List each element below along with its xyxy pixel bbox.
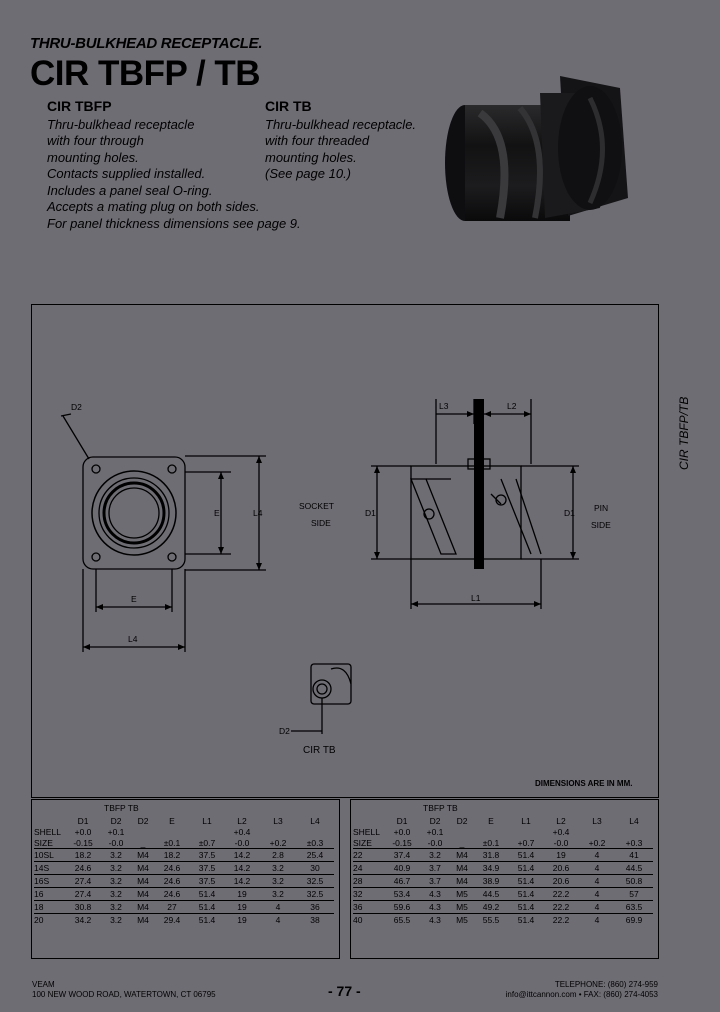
table-cell: 34.9 — [473, 862, 509, 875]
table-cell: 4 — [579, 888, 615, 901]
label-e-vertical: E — [214, 508, 220, 518]
table-cell: D2 — [137, 815, 149, 826]
table-cell: 55.5 — [473, 914, 509, 927]
table-cell: +0.3 — [625, 837, 643, 848]
table-cell: 53.4 — [385, 888, 419, 901]
table-cell: 51.4 — [509, 901, 543, 914]
label-l1: L1 — [471, 593, 481, 603]
table-cell: 51.4 — [190, 914, 224, 927]
table-cell: 38 — [296, 914, 334, 927]
table-cell: 36 — [296, 901, 334, 914]
table-cell: 19 — [543, 849, 579, 862]
table-row — [34, 849, 334, 862]
table-cell: 41 — [615, 849, 653, 862]
table-cell: 36 — [353, 901, 385, 914]
table-cell: 69.9 — [615, 914, 653, 927]
table-cell: 20.6 — [543, 862, 579, 875]
tbfp-line: mounting holes. — [47, 149, 139, 165]
table-cell: ±0.1 — [163, 837, 181, 848]
side-tab-label: CIR TBFP/TB — [677, 396, 691, 470]
tb-detail-flange — [311, 664, 351, 704]
table-cell: 44.5 — [473, 888, 509, 901]
table-cell: 4 — [260, 901, 296, 914]
table-cell: 37.4 — [385, 849, 419, 862]
table-cell: L1 — [202, 815, 212, 826]
page-number: - 77 - — [328, 983, 361, 999]
table-cell: 32.5 — [296, 888, 334, 901]
table-cell: M5 — [451, 901, 473, 914]
table-cell: M4 — [451, 862, 473, 875]
table-cell: E — [488, 815, 494, 826]
table-cell: 2.8 — [260, 849, 296, 862]
tb-line: mounting holes. — [265, 149, 357, 165]
table-cell: 3.2 — [100, 875, 132, 888]
table-cell: 24.6 — [154, 875, 190, 888]
table-cell: 37.5 — [190, 849, 224, 862]
tbfp-line: Accepts a mating plug on both sides. — [47, 199, 260, 214]
table-cell: D1 — [77, 815, 89, 826]
table-cell: -0.15 — [73, 837, 93, 848]
table-cell: +0.0 — [74, 826, 92, 837]
table-cell: 30 — [296, 862, 334, 875]
table-cell — [509, 826, 543, 837]
tb-threaded-hole — [313, 680, 331, 698]
table-cell: 40.9 — [385, 862, 419, 875]
table-cell: 3.2 — [100, 901, 132, 914]
table-cell: E — [169, 815, 175, 826]
table-cell: L2 — [237, 815, 247, 826]
dimensions-note: DIMENSIONS ARE IN MM. — [535, 779, 633, 788]
table-cell: 3.2 — [100, 914, 132, 927]
table-header-row — [34, 837, 334, 849]
table-cell: -0.0 — [108, 837, 124, 848]
table-cell: 18 — [34, 901, 66, 914]
table-cell: 30.8 — [66, 901, 100, 914]
table-cell: M4 — [132, 875, 154, 888]
table-cell: M4 — [132, 862, 154, 875]
label-d2-bottom: D2 — [279, 726, 290, 736]
table-cell: -0.0 — [427, 837, 443, 848]
table-cell: 19 — [224, 888, 260, 901]
table-left-grid — [34, 815, 334, 926]
table-cell — [353, 815, 385, 826]
table-cell — [190, 826, 224, 837]
table-cell: +0.4 — [552, 826, 570, 837]
table-cell — [615, 826, 653, 837]
table-cell: 31.8 — [473, 849, 509, 862]
table-cell: 3.2 — [260, 875, 296, 888]
table-row — [353, 914, 653, 927]
footer-address-block — [32, 980, 216, 1000]
table-cell: 27.4 — [66, 888, 100, 901]
table-cell: 22.2 — [543, 888, 579, 901]
label-d2: D2 — [71, 402, 82, 412]
table-cell: M4 — [132, 849, 154, 862]
table-cell: 24.6 — [66, 862, 100, 875]
label-pin-side: SIDE — [591, 520, 611, 530]
table-cell: 63.5 — [615, 901, 653, 914]
footer-email-fax: info@ittcannon.com • FAX: (860) 274-4053 — [505, 990, 658, 999]
table-cell: 27.4 — [66, 875, 100, 888]
table-cell: 51.4 — [509, 914, 543, 927]
table-cell: SIZE — [353, 837, 372, 848]
table-cell: 22.2 — [543, 914, 579, 927]
tb-line: with four threaded — [265, 133, 370, 148]
table-cell: 24.6 — [154, 888, 190, 901]
table-cell: 50.8 — [615, 875, 653, 888]
table-row — [34, 888, 334, 901]
table-cell: 22 — [353, 849, 385, 862]
table-cell: 44.5 — [615, 862, 653, 875]
table-cell: L1 — [521, 815, 531, 826]
label-socket: SOCKET — [299, 501, 334, 511]
tb-line: (See page 10.) — [265, 166, 352, 181]
table-cell: 51.4 — [509, 849, 543, 862]
table-cell — [579, 826, 615, 837]
table-cell: 40 — [353, 914, 385, 927]
tbfp-line: Includes a panel seal O-ring. — [47, 182, 213, 198]
label-l4-horizontal: L4 — [128, 634, 138, 644]
table-cell: ±0.3 — [306, 837, 324, 848]
table-cell: 4 — [260, 914, 296, 927]
table-cell: 14S — [34, 862, 66, 875]
mounting-hole — [168, 553, 176, 561]
tbfp-line: with four through — [47, 133, 144, 148]
table-cell — [451, 826, 473, 837]
label-l4-vertical: L4 — [253, 508, 263, 518]
table-cell: 19 — [224, 914, 260, 927]
flange-outline — [83, 457, 185, 569]
tb-description — [265, 98, 465, 183]
spec-table-left — [31, 799, 340, 959]
label-e-horizontal: E — [131, 594, 137, 604]
table-cell: M4 — [132, 914, 154, 927]
table-cell: 51.4 — [190, 901, 224, 914]
table-cell: 4.3 — [419, 914, 451, 927]
table-cell: 38.9 — [473, 875, 509, 888]
table-cell — [132, 826, 154, 837]
table-cell: 65.5 — [385, 914, 419, 927]
table-cell: +0.2 — [269, 837, 287, 848]
mounting-hole — [168, 465, 176, 473]
technical-drawing — [31, 304, 657, 796]
table-row — [34, 862, 334, 875]
table-cell: +0.1 — [426, 826, 444, 837]
table-cell: 51.4 — [190, 888, 224, 901]
table-cell: +0.0 — [393, 826, 411, 837]
label-cir-tb: CIR TB — [303, 745, 336, 756]
table-cell: L4 — [629, 815, 639, 826]
table-cell: ±0.7 — [198, 837, 216, 848]
table-cell: M5 — [451, 888, 473, 901]
table-cell: 4.3 — [419, 888, 451, 901]
table-cell: 3.7 — [419, 875, 451, 888]
front-ring-core — [109, 488, 159, 538]
table-cell: 25.4 — [296, 849, 334, 862]
table-cell: 24 — [353, 862, 385, 875]
table-cell: 4 — [579, 914, 615, 927]
table-cell: 59.6 — [385, 901, 419, 914]
table-row — [34, 875, 334, 888]
table-cell: 3.2 — [260, 862, 296, 875]
table-row — [34, 901, 334, 914]
table-cell: D2 — [456, 815, 468, 826]
table-cell: 51.4 — [509, 888, 543, 901]
table-cell: 14.2 — [224, 849, 260, 862]
table-cell: SIZE — [34, 837, 53, 848]
footer-company: VEAM — [32, 980, 55, 989]
tbfp-line: Thru-bulkhead receptacle — [47, 116, 195, 132]
page-title: CIR TBFP / TB — [30, 54, 261, 93]
table-cell: 24.6 — [154, 862, 190, 875]
table-cell: -0.0 — [553, 837, 569, 848]
table-right-grid — [353, 815, 653, 926]
table-cell: 3.2 — [100, 862, 132, 875]
table-cell: M4 — [451, 875, 473, 888]
table-cell: SHELL — [34, 826, 61, 837]
table-cell: 14.2 — [224, 875, 260, 888]
tbfp-line: Contacts supplied installed. — [47, 166, 206, 181]
footer-address: 100 NEW WOOD ROAD, WATERTOWN, CT 06795 — [32, 990, 216, 999]
table-cell: +0.4 — [233, 826, 251, 837]
table-row — [353, 888, 653, 901]
table-head-tbfp-tb: TBFP TB — [423, 803, 458, 813]
table-cell: -0.15 — [392, 837, 412, 848]
table-cell: 3.2 — [260, 888, 296, 901]
table-cell: ±0.1 — [482, 837, 500, 848]
table-header-row — [353, 826, 653, 837]
table-cell: 14.2 — [224, 862, 260, 875]
table-cell: M4 — [132, 901, 154, 914]
table-cell: _ — [459, 837, 465, 848]
table-cell: 27 — [154, 901, 190, 914]
table-cell: 20 — [34, 914, 66, 927]
table-cell: 32 — [353, 888, 385, 901]
label-d1-left: D1 — [365, 508, 376, 518]
table-cell: 57 — [615, 888, 653, 901]
page-subtitle: THRU-BULKHEAD RECEPTACLE. — [30, 35, 263, 52]
table-cell — [260, 826, 296, 837]
table-cell: +0.2 — [588, 837, 606, 848]
table-cell: +0.7 — [517, 837, 535, 848]
table-cell: 16 — [34, 888, 66, 901]
table-cell: 18.2 — [66, 849, 100, 862]
table-row — [353, 901, 653, 914]
table-cell: 37.5 — [190, 862, 224, 875]
label-socket-side: SIDE — [311, 518, 331, 528]
table-cell: 19 — [224, 901, 260, 914]
table-cell — [473, 826, 509, 837]
table-cell — [154, 826, 190, 837]
table-header-row — [353, 837, 653, 849]
table-cell: L3 — [273, 815, 283, 826]
table-row — [34, 914, 334, 927]
table-row — [353, 875, 653, 888]
label-l2: L2 — [507, 401, 517, 411]
table-cell: 18.2 — [154, 849, 190, 862]
tb-line: Thru-bulkhead receptacle. — [265, 116, 417, 132]
table-head-tbfp-tb: TBFP TB — [104, 803, 139, 813]
table-cell: 29.4 — [154, 914, 190, 927]
table-cell: 51.4 — [509, 875, 543, 888]
table-cell: 3.2 — [100, 849, 132, 862]
table-header-row — [34, 826, 334, 837]
table-cell: -0.0 — [234, 837, 250, 848]
tbfp-line: For panel thickness dimensions see page 9. — [47, 215, 301, 231]
table-cell: 22.2 — [543, 901, 579, 914]
table-row — [353, 862, 653, 875]
table-cell: D1 — [396, 815, 408, 826]
footer-contact-block — [440, 980, 658, 1000]
table-row — [353, 849, 653, 862]
table-cell — [296, 826, 334, 837]
side-body — [411, 466, 521, 559]
spec-table-right — [350, 799, 659, 959]
table-cell: 37.5 — [190, 875, 224, 888]
tbfp-heading: CIR TBFP — [47, 98, 112, 114]
table-cell: 3.2 — [100, 888, 132, 901]
table-header-row — [353, 815, 653, 826]
table-cell: 34.2 — [66, 914, 100, 927]
table-header-row — [34, 815, 334, 826]
mounting-hole — [92, 553, 100, 561]
table-cell: L3 — [592, 815, 602, 826]
table-cell: 4.3 — [419, 901, 451, 914]
table-cell: 3.7 — [419, 862, 451, 875]
table-cell: 4 — [579, 849, 615, 862]
table-cell: 49.2 — [473, 901, 509, 914]
front-ring-inner — [104, 483, 164, 543]
connector-photo — [440, 68, 640, 238]
tb-heading: CIR TB — [265, 98, 312, 114]
table-cell: 3.2 — [419, 849, 451, 862]
table-cell: 20.6 — [543, 875, 579, 888]
table-cell: 16S — [34, 875, 66, 888]
table-cell: L4 — [310, 815, 320, 826]
table-cell: _ — [140, 837, 146, 848]
table-cell: 4 — [579, 862, 615, 875]
table-cell: D2 — [429, 815, 441, 826]
mounting-hole — [92, 465, 100, 473]
table-cell: 46.7 — [385, 875, 419, 888]
table-cell: 32.5 — [296, 875, 334, 888]
table-cell: +0.1 — [107, 826, 125, 837]
label-l3: L3 — [439, 401, 449, 411]
table-cell: 4 — [579, 901, 615, 914]
label-pin: PIN — [594, 503, 609, 513]
panel-plate — [474, 399, 484, 569]
table-cell: 51.4 — [509, 862, 543, 875]
footer-phone: TELEPHONE: (860) 274-959 — [554, 980, 658, 989]
table-cell: 4 — [579, 875, 615, 888]
table-cell: D2 — [110, 815, 122, 826]
table-cell: M4 — [451, 849, 473, 862]
table-cell: SHELL — [353, 826, 380, 837]
table-cell: 28 — [353, 875, 385, 888]
label-d1-right: D1 — [564, 508, 575, 518]
table-cell: L2 — [556, 815, 566, 826]
table-cell: 10SL — [34, 849, 66, 862]
table-cell — [34, 815, 66, 826]
table-cell: M5 — [451, 914, 473, 927]
table-cell: M4 — [132, 888, 154, 901]
